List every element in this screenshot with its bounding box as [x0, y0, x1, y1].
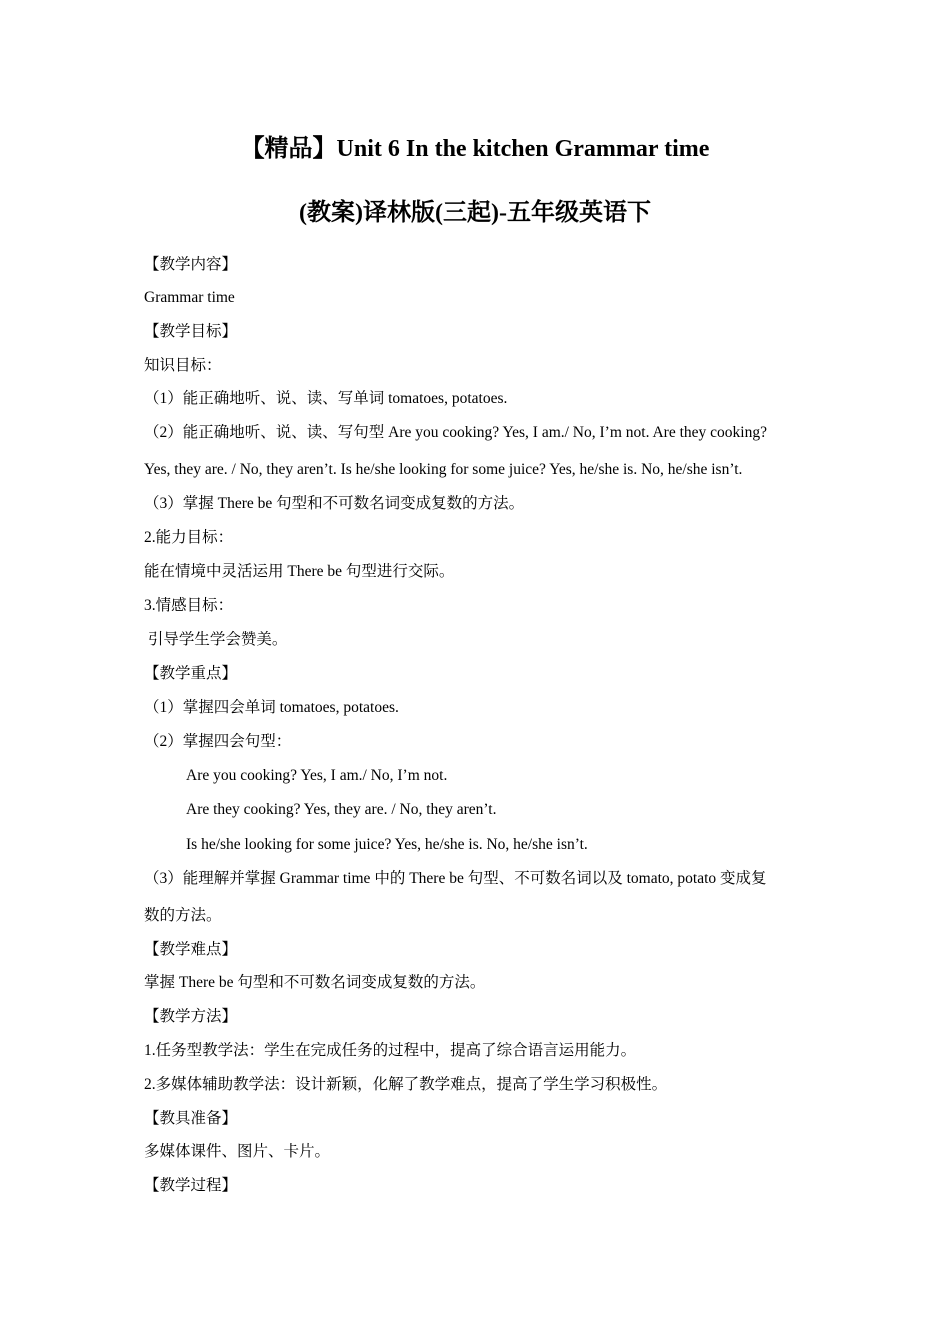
- indented-line: Are you cooking? Yes, I am./ No, I’m not.: [186, 767, 448, 784]
- document-title-line-2: (教案)译林版(三起)-五年级英语下: [299, 200, 651, 226]
- section-heading-methods: 【教学方法】: [144, 1008, 238, 1025]
- paragraph-line: 引导学生学会赞美。: [144, 631, 288, 648]
- paragraph-line: 多媒体课件、图片、卡片。: [144, 1143, 331, 1160]
- section-heading-difficulties: 【教学难点】: [144, 941, 238, 958]
- paragraph-line: 数的方法。: [144, 907, 222, 924]
- section-heading-process: 【教学过程】: [144, 1177, 238, 1194]
- paragraph-line: 掌握 There be 句型和不可数名词变成复数的方法。: [144, 974, 486, 991]
- indented-line: Are they cooking? Yes, they are. / No, they aren’t.: [186, 801, 497, 818]
- section-heading-key-points: 【教学重点】: [144, 665, 238, 682]
- paragraph-line: 知识目标：: [144, 357, 222, 374]
- paragraph-line: （2）掌握四会句型：: [144, 733, 292, 750]
- paragraph-line: （2）能正确地听、说、读、写句型 Are you cooking? Yes, I am./ No, I’m not. Are they cooking?: [144, 424, 767, 441]
- paragraph-line: （3）能理解并掌握 Grammar time 中的 There be 句型、不可数名词以及 tomato, potato 变成复: [144, 870, 767, 887]
- section-heading-content: 【教学内容】: [144, 256, 238, 273]
- section-heading-materials: 【教具准备】: [144, 1110, 238, 1127]
- paragraph-line: （1）能正确地听、说、读、写单词 tomatoes, potatoes.: [144, 390, 508, 407]
- indented-line: Is he/she looking for some juice? Yes, he/she is. No, he/she isn’t.: [186, 836, 588, 853]
- paragraph-line: 能在情境中灵活运用 There be 句型进行交际。: [144, 563, 455, 580]
- document-title-line-1: 【精品】Unit 6 In the kitchen Grammar time: [240, 136, 710, 162]
- paragraph-line: 2.多媒体辅助教学法：设计新颖，化解了教学难点，提高了学生学习积极性。: [144, 1076, 668, 1093]
- paragraph-line: Yes, they are. / No, they aren’t. Is he/she looking for some juice? Yes, he/she is. No, he/she isn’t.: [144, 461, 743, 478]
- paragraph-line: 1.任务型教学法：学生在完成任务的过程中，提高了综合语言运用能力。: [144, 1042, 637, 1059]
- paragraph-line: （1）掌握四会单词 tomatoes, potatoes.: [144, 699, 399, 716]
- paragraph-line: 3.情感目标：: [144, 597, 234, 614]
- section-heading-objectives: 【教学目标】: [144, 323, 238, 340]
- paragraph-line: Grammar time: [144, 289, 235, 306]
- paragraph-line: 2.能力目标：: [144, 529, 234, 546]
- paragraph-line: （3）掌握 There be 句型和不可数名词变成复数的方法。: [144, 495, 525, 512]
